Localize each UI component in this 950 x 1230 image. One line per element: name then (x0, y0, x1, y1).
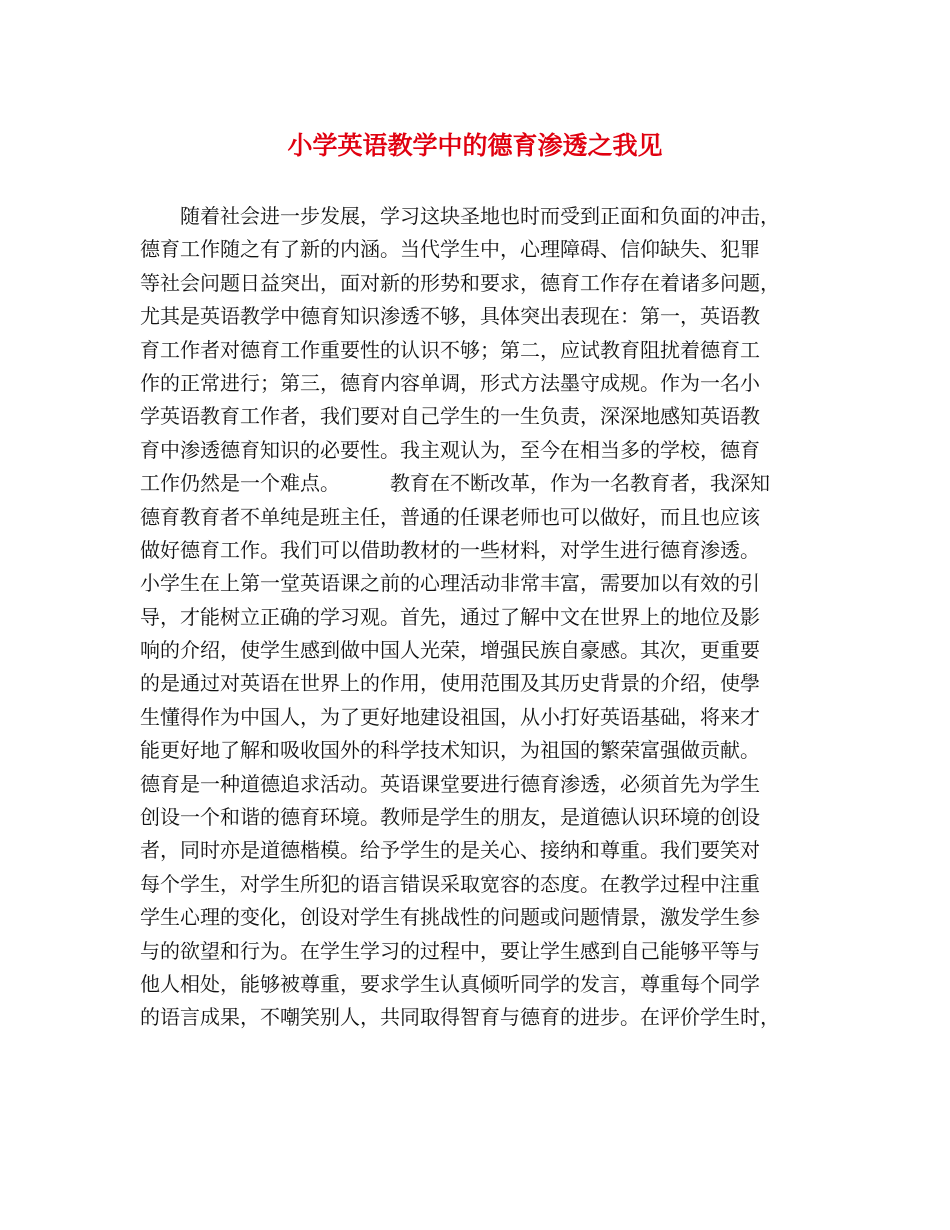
text-line: 德育是一种道德追求活动。英语课堂要进行德育渗透，必须首先为学生 (140, 771, 760, 796)
text-line: 每个学生，对学生所犯的语言错误采取宽容的态度。在教学过程中注重 (140, 871, 760, 896)
text-line: 育工作者对德育工作重要性的认识不够；第二，应试教育阻扰着德育工 (140, 337, 760, 362)
text-line: 的是通过对英语在世界上的作用，使用范围及其历史背景的介绍，使學 (140, 671, 760, 696)
document-title: 小学英语教学中的德育渗透之我见 (287, 131, 663, 160)
text-line: 的语言成果，不嘲笑别人，共同取得智育与德育的进步。在评价学生时， (140, 1005, 780, 1030)
text-line: 做好德育工作。我们可以借助教材的一些材料，对学生进行德育渗透。 (140, 537, 760, 562)
document-body (140, 200, 820, 1035)
text-line: 创设一个和谐的德育环境。教师是学生的朋友，是道德认识环境的创设 (140, 805, 760, 830)
text-line: 德育教育者不单纯是班主任，普通的任课老师也可以做好，而且也应该 (140, 504, 760, 529)
text-line: 学生心理的变化，创设对学生有挑战性的问题或问题情景，激发学生参 (140, 905, 760, 930)
text-line: 与的欲望和行为。在学生学习的过程中，要让学生感到自己能够平等与 (140, 938, 760, 963)
text-line: 小学生在上第一堂英语课之前的心理活动非常丰富，需要加以有效的引 (140, 571, 760, 596)
text-line: 尤其是英语教学中德育知识渗透不够，具体突出表现在：第一，英语教 (140, 304, 760, 329)
text-line: 生懂得作为中国人，为了更好地建设祖国，从小打好英语基础，将来才 (140, 704, 760, 729)
text-line: 德育工作随之有了新的内涵。当代学生中，心理障碍、信仰缺失、犯罪 (140, 237, 760, 262)
text-line: 者，同时亦是道德楷模。给予学生的是关心、接纳和尊重。我们要笑对 (140, 838, 760, 863)
text-line: 等社会问题日益突出，面对新的形势和要求，德育工作存在着诸多问题， (140, 270, 780, 295)
text-line: 随着社会进一步发展，学习这块圣地也时而受到正面和负面的冲击， (140, 204, 780, 228)
text-line: 学英语教育工作者，我们要对自己学生的一生负责，深深地感知英语教 (140, 404, 760, 429)
text-line: 作的正常进行；第三，德育内容单调，形式方法墨守成规。作为一名小 (140, 370, 760, 395)
text-line: 他人相处，能够被尊重，要求学生认真倾听同学的发言，尊重每个同学 (140, 971, 760, 996)
text-line: 导，才能树立正确的学习观。首先，通过了解中文在世界上的地位及影 (140, 604, 760, 629)
text-line: 工作仍然是一个难点。 教育在不断改革，作为一名教育者，我深知 (140, 471, 770, 496)
text-line: 能更好地了解和吸收国外的科学技术知识，为祖国的繁荣富强做贡献。 (140, 738, 760, 763)
text-line: 响的介绍，使学生感到做中国人光荣，增强民族自豪感。其次，更重要 (140, 638, 760, 663)
text-line: 育中渗透德育知识的必要性。我主观认为，至今在相当多的学校，德育 (140, 437, 760, 462)
